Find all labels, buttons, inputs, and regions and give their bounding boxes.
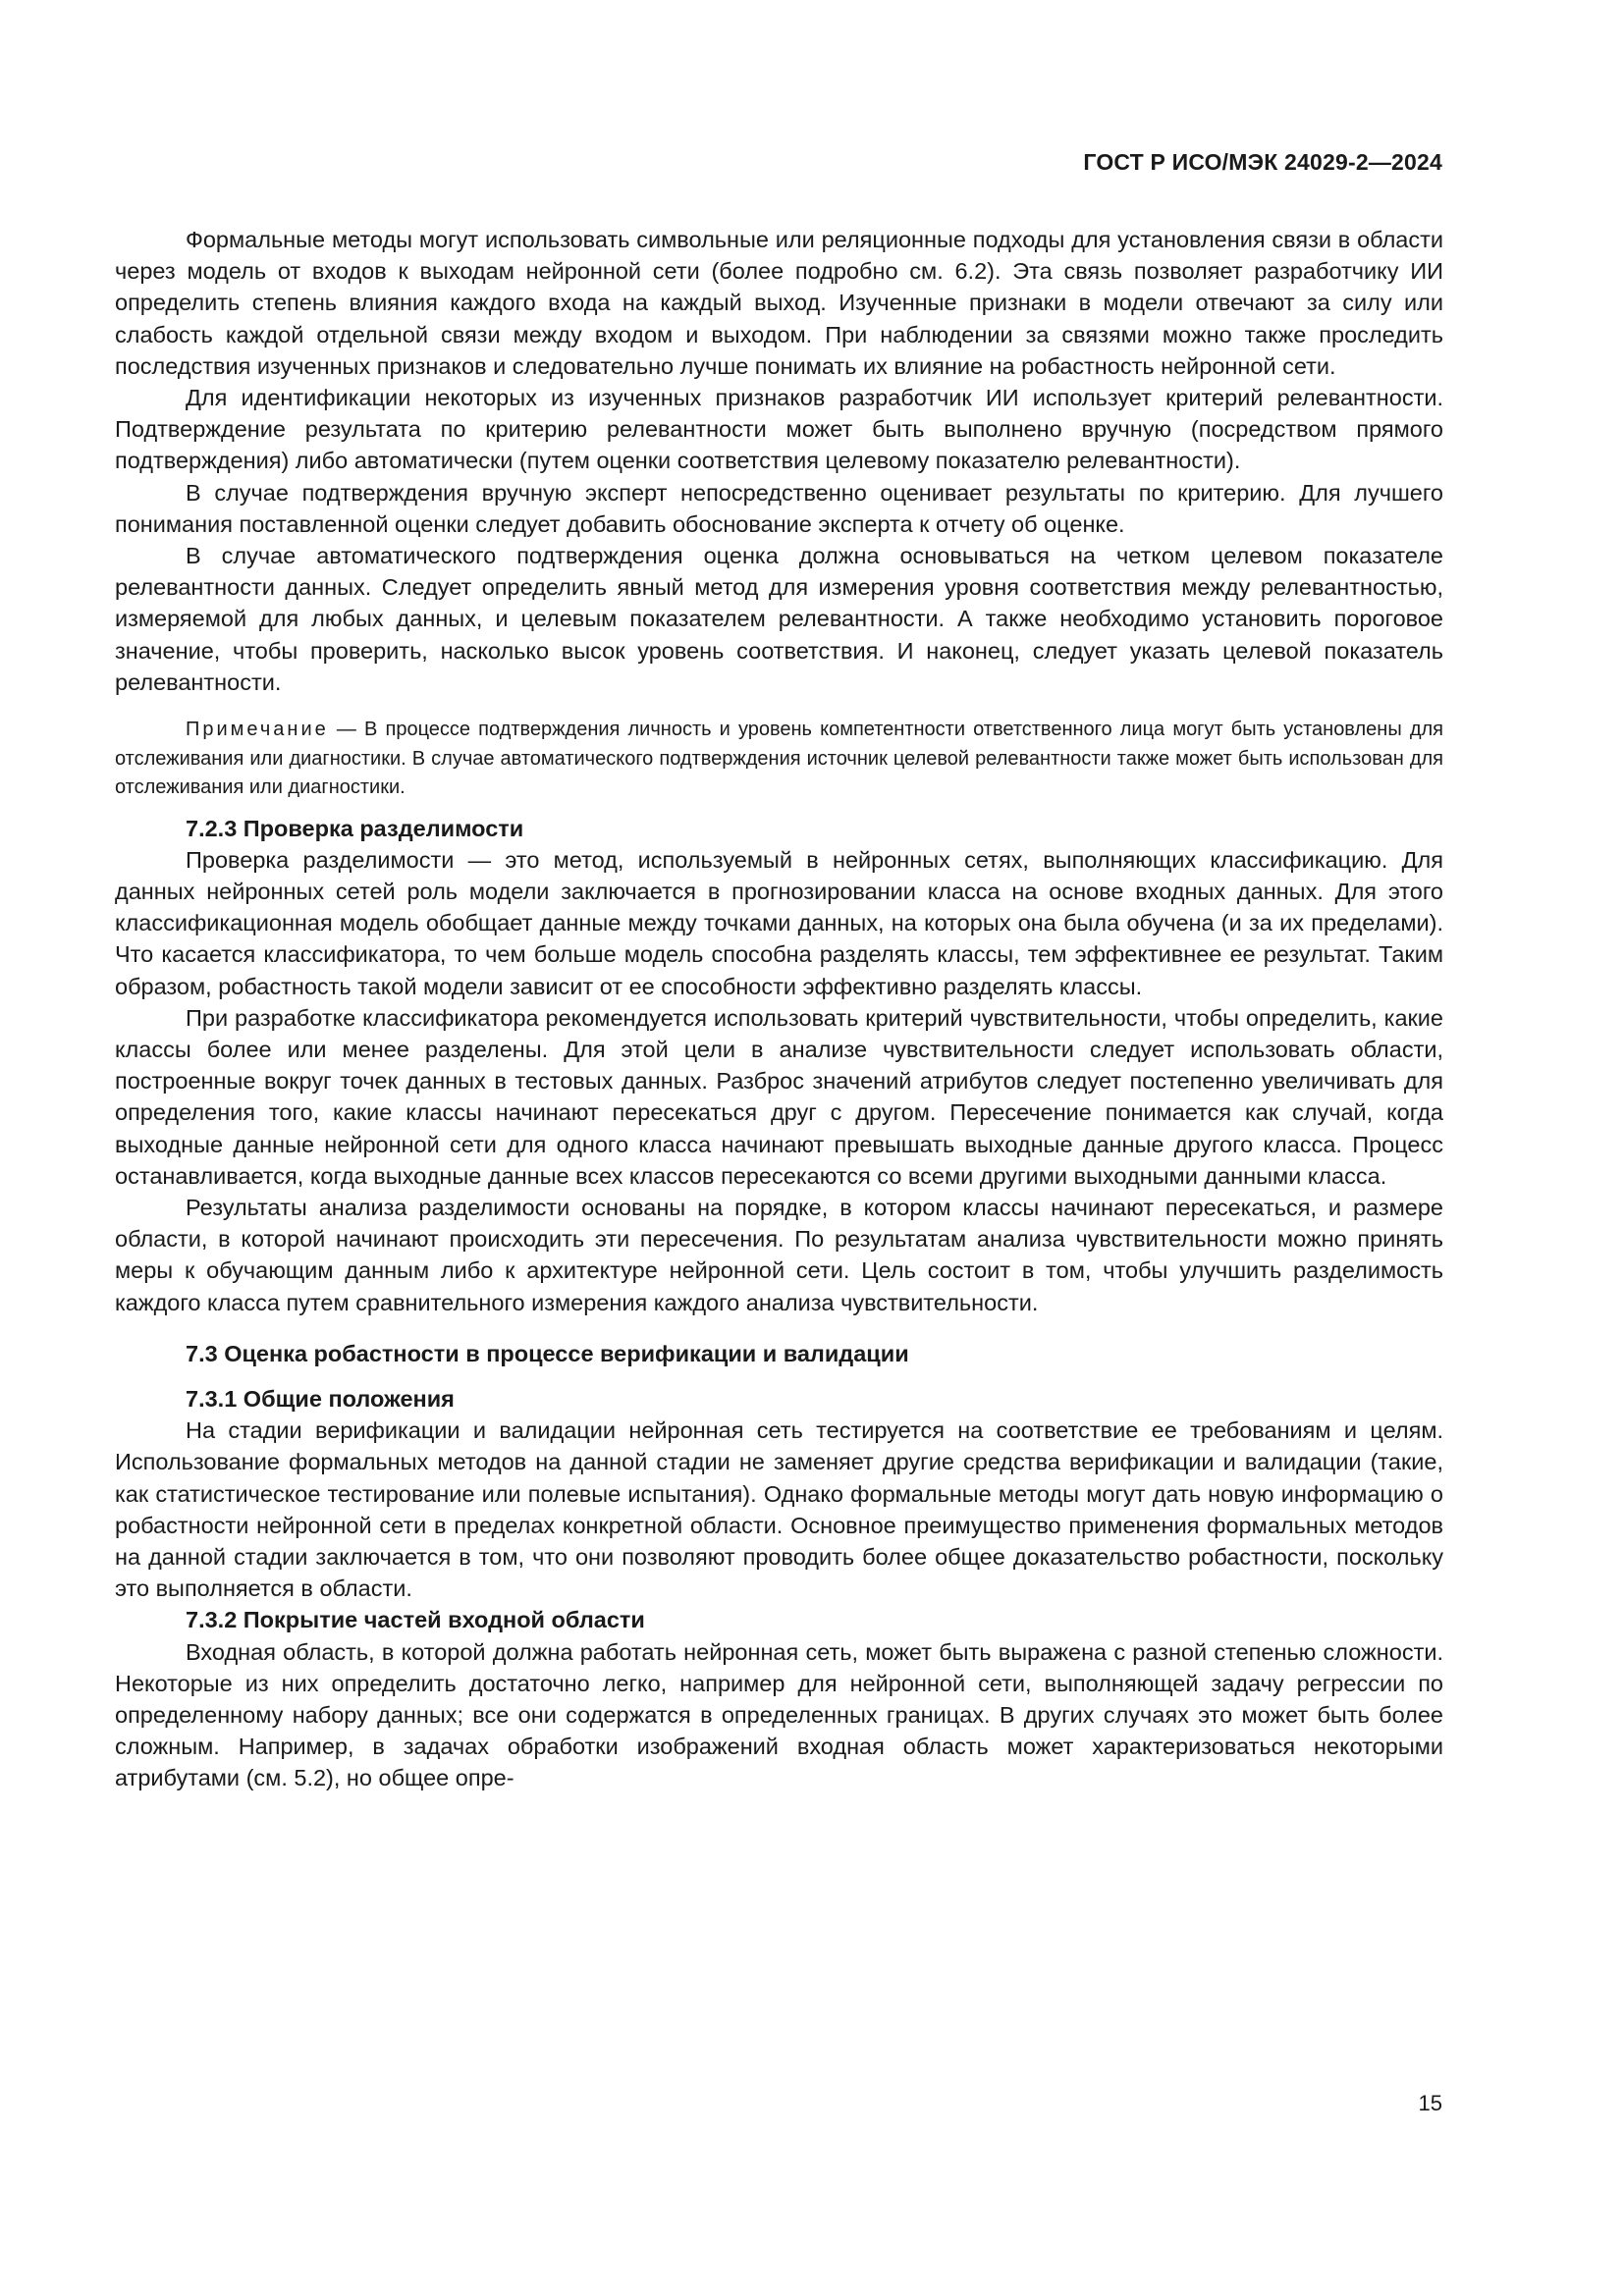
note xyxy=(115,716,1443,803)
paragraph-classifier-sensitivity: При разработке классификатора рекомендуется использовать критерий чувствительности, чтобы определить, какие классы более или менее разделены. Для этой цели в анализе чувствительности следует использовать области, построенные вокруг точек данных в тестовых данных. Разброс значений атрибутов следует постепенно увеличивать для определения того, какие классы начинают пересекаться друг с другом. Пересечение понимается как случай, когда выходные данные нейронной сети для одного класса начинают превышать выходные данные другого класса. Процесс останавливается, когда выходные данные всех классов пересекаются со всеми другими выходными данными класса. xyxy=(115,1004,1443,1189)
heading-7-3-2: 7.3.2 Покрытие частей входной области xyxy=(186,1607,645,1633)
heading-7-2-3: 7.2.3 Проверка разделимости xyxy=(186,815,524,841)
paragraph-automatic-confirmation: В случае автоматического подтверждения оценка должна основываться на четком целевом показателе релевантности данных. Следует определить явный метод для измерения уровня соответствия между релевантностью, измеряемой для любых данных, и целевым показателем релевантности. А также необходимо установить пороговое значение, чтобы проверить, насколько высок уровень соответствия. И наконец, следует указать целевой показатель релевантности. xyxy=(115,543,1443,695)
heading-7-3-1: 7.3.1 Общие положения xyxy=(186,1386,455,1412)
paragraph-separability-definition: Проверка разделимости — это метод, используемый в нейронных сетях, выполняющих классификацию. Для данных нейронных сетей роль модели заключается в прогнозировании класса на основе входных данных. Для этого классификационная модель обобщает данные между точками данных, на которых она была обучена (и за их пределами). Что касается классификатора, то чем больше модель способна разделять классы, тем эффективнее ее результат. Таким образом, робастность такой модели зависит от ее способности эффективно разделять классы. xyxy=(115,846,1443,999)
note-label: Примечание xyxy=(186,719,329,741)
paragraph-verification-validation: На стадии верификации и валидации нейронная сеть тестируется на соответствие ее требованиям и целям. Использование формальных методов на данной стадии не заменяет другие средства верификации и валидации (такие, как статистическое тестирование или полевые испытания). Однако формальные методы могут дать новую информацию о робастности нейронной сети в пределах конкретной области. Основное преимущество применения формальных методов на данной стадии заключается в том, что они позволяют проводить более общее доказательство робастности, поскольку это выполняется в области. xyxy=(115,1417,1443,1602)
paragraph-manual-confirmation: В случае подтверждения вручную эксперт непосредственно оценивает результаты по критерию. Для лучшего понимания поставленной оценки следует добавить обоснование эксперта к отчету об оценке. xyxy=(115,479,1443,537)
paragraph-input-domain: Входная область, в которой должна работать нейронная сеть, может быть выражена с разной степенью сложности. Некоторые из них определить достаточно легко, например для нейронной сети, выполняющей задачу регрессии по определенному набору данных; все они содержатся в определенных границах. В других случаях это может быть более сложным. Например, в задачах обработки изображений входная область может характеризоваться некоторыми атрибутами (см. 5.2), но общее опре- xyxy=(115,1638,1443,1791)
paragraph-relevance-criterion: Для идентификации некоторых из изученных признаков разработчик ИИ использует критерий релевантности. Подтверждение результата по критерию релевантности может быть выполнено вручную (посредством прямого подтверждения) либо автоматически (путем оценки соответствия целевому показателю релевантности). xyxy=(115,385,1443,474)
paragraph-separability-results: Результаты анализа разделимости основаны на порядке, в котором классы начинают пересекаться, и размере области, в которой начинают происходить эти пересечения. По результатам анализа чувствительности можно принять меры к обучающим данным либо к архитектуре нейронной сети. Цель состоит в том, чтобы улучшить разделимость каждого класса путем сравнительного измерения каждого анализа чувствительности. xyxy=(115,1194,1443,1315)
paragraph-formal-methods: Формальные методы могут использовать символьные или реляционные подходы для установления связи в области через модель от входов к выходам нейронной сети (более подробно см. 6.2). Эта связь позволяет разработчику ИИ определить степень влияния каждого входа на каждый выход. Изученные признаки в модели отвечают за силу или слабость каждой отдельной связи между входом и выходом. При наблюдении за связями можно также проследить последствия изученных признаков и следовательно лучше понимать их влияние на робастность нейронной сети. xyxy=(115,227,1443,379)
heading-7-3: 7.3 Оценка робастности в процессе верификации и валидации xyxy=(186,1340,909,1366)
document-code: ГОСТ Р ИСО/МЭК 24029-2—2024 xyxy=(1083,149,1442,175)
page-number: 15 xyxy=(1418,2091,1442,2115)
note-text: — В процессе подтверждения личность и уровень компетентности ответственного лица могут быть установлены для отслеживания или диагностики. В случае автоматического подтверждения источник целевой релевантности также может быть использован для отслеживания или диагностики. xyxy=(115,719,1443,799)
page-content xyxy=(115,224,1443,1794)
